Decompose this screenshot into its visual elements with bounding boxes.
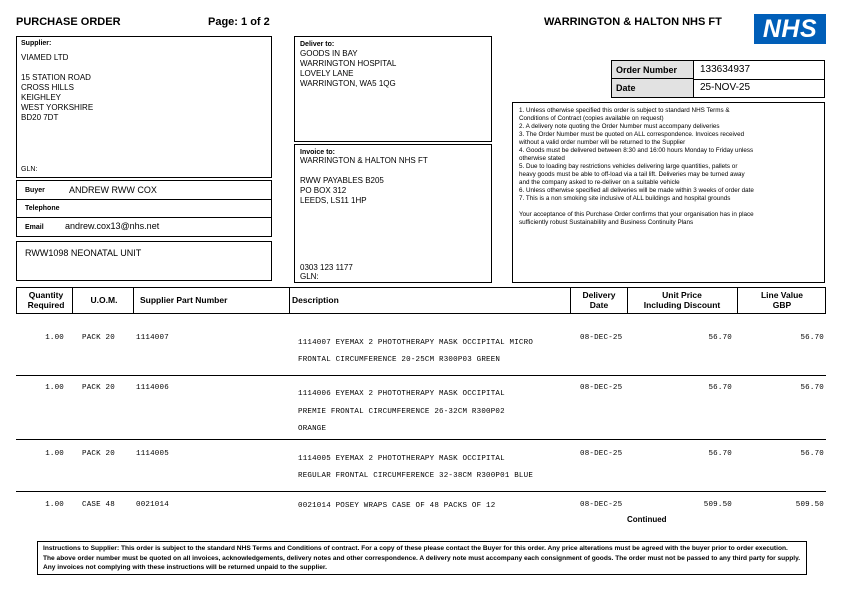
supplier-line: BD20 7DT bbox=[21, 113, 59, 122]
email-label: Email bbox=[25, 224, 44, 231]
terms-line: and the company asked to re-deliver on a suitable vehicle bbox=[519, 179, 680, 186]
line-unit-price: 56.70 bbox=[708, 450, 732, 458]
line-value: 509.50 bbox=[795, 501, 824, 509]
terms-line: Your acceptance of this Purchase Order confirms that your organisation has in place bbox=[519, 211, 754, 218]
supplier-gln-label: GLN: bbox=[21, 166, 38, 173]
line-description-text: 0021014 POSEY WRAPS CASE OF 48 PACKS OF 12 bbox=[298, 502, 496, 510]
row-divider bbox=[16, 439, 826, 440]
line-unit-price: 509.50 bbox=[703, 501, 732, 509]
buyer-divider bbox=[17, 217, 271, 218]
column-header-qty bbox=[18, 290, 74, 310]
page-title: PURCHASE ORDER bbox=[16, 16, 121, 28]
buyer-divider bbox=[17, 199, 271, 200]
row-divider bbox=[16, 491, 826, 492]
terms-line: 2. A delivery note quoting the Order Number must accompany deliveries bbox=[519, 123, 720, 130]
terms-line: 4. Goods must be delivered between 8:30 and 16:00 hours Monday to Friday unless bbox=[519, 147, 754, 154]
deliver-to-address bbox=[300, 49, 396, 89]
invoice-to-gln-label: GLN: bbox=[300, 272, 319, 281]
terms-line: heavy goods must be able to off-load via a tail lift. Deliveries may be turned away bbox=[519, 171, 745, 178]
invoice-to-line: WARRINGTON & HALTON NHS FT bbox=[300, 156, 428, 165]
order-info-box bbox=[611, 60, 825, 98]
column-header-line-value bbox=[738, 290, 826, 310]
column-header-qty-line: Required bbox=[27, 300, 65, 310]
line-value: 56.70 bbox=[800, 334, 824, 342]
invoice-to-line bbox=[300, 166, 428, 176]
invoice-to-label: Invoice to: bbox=[300, 149, 336, 156]
supplier-box bbox=[16, 36, 272, 178]
supplier-line: KEIGHLEY bbox=[21, 93, 62, 102]
supplier-line: CROSS HILLS bbox=[21, 83, 74, 92]
line-description-text: FRONTAL CIRCUMFERENCE 20-25CM R300P03 GREEN bbox=[298, 356, 501, 364]
terms-line: sufficiently robust Sustainability and Business Continuity Plans bbox=[519, 219, 694, 226]
order-number-value: 133634937 bbox=[700, 64, 751, 75]
buyer-label: Buyer bbox=[25, 187, 45, 194]
terms-line: 7. This is a non smoking site inclusive of ALL buildings and hospital grounds bbox=[519, 195, 731, 202]
line-description bbox=[298, 386, 505, 439]
nhs-logo: NHS bbox=[754, 14, 826, 44]
terms-line: without a valid order number will be returned to the Supplier bbox=[519, 139, 686, 146]
deliver-to-line: LOVELY LANE bbox=[300, 69, 354, 78]
supplier-instructions: Instructions to Supplier: This order is subject to the standard NHS Terms and Conditions of contract. For a copy of these please contact the Buyer for this order. Any price alterations must be agreed with the buyer prior to order execution. The above order number must be quoted on all invoices, acknowledgements, delivery notes and other correspondence. A delivery note must accompany each consignment of goods. The order must not be passed to any third party for supply. Any invoices not complying with these instructions will be returned unpaid to the supplier. bbox=[43, 545, 801, 571]
deliver-to-label: Deliver to: bbox=[300, 41, 335, 48]
line-uom: PACK 20 bbox=[82, 334, 115, 342]
invoice-to-address bbox=[300, 156, 428, 206]
line-part-number: 0021014 bbox=[136, 501, 169, 509]
line-description-text: 1114007 EYEMAX 2 PHOTOTHERAPY MASK OCCIPITAL MICRO bbox=[298, 339, 534, 347]
date-label: Date bbox=[616, 83, 636, 93]
line-part-number: 1114006 bbox=[136, 384, 169, 392]
line-qty: 1.00 bbox=[45, 450, 64, 458]
supplier-line bbox=[21, 63, 93, 73]
line-value: 56.70 bbox=[800, 384, 824, 392]
line-description-text: 1114005 EYEMAX 2 PHOTOTHERAPY MASK OCCIPITAL bbox=[298, 455, 505, 463]
line-description-text: REGULAR FRONTAL CIRCUMFERENCE 32-38CM R300P01 BLUE bbox=[298, 472, 534, 480]
supplier-line: 15 STATION ROAD bbox=[21, 73, 91, 82]
column-header-delivery-date bbox=[571, 290, 627, 310]
terms-line: 5. Due to loading bay restrictions vehicles delivering large quantities, pallets or bbox=[519, 163, 738, 170]
invoice-to-line: PO BOX 312 bbox=[300, 186, 347, 195]
buyer-box bbox=[16, 180, 272, 237]
line-description bbox=[298, 502, 495, 510]
column-header-line-value-line: Line Value bbox=[760, 290, 804, 300]
line-qty: 1.00 bbox=[45, 384, 64, 392]
line-value: 56.70 bbox=[800, 450, 824, 458]
row-divider bbox=[16, 375, 826, 376]
line-part-number: 1114005 bbox=[136, 450, 169, 458]
line-description-text: PREMIE FRONTAL CIRCUMFERENCE 26-32CM R300P02 bbox=[298, 407, 505, 416]
deliver-to-line: GOODS IN BAY bbox=[300, 49, 358, 58]
terms-line: otherwise stated bbox=[519, 155, 565, 162]
line-unit-price: 56.70 bbox=[708, 384, 732, 392]
terms-line: 3. The Order Number must be quoted on ALL correspondence. Invoices received bbox=[519, 131, 745, 138]
column-header-description: Description bbox=[292, 295, 339, 305]
page-label-text: Page: bbox=[208, 16, 238, 28]
line-description bbox=[298, 451, 533, 485]
telephone-label: Telephone bbox=[25, 205, 60, 212]
line-qty: 1.00 bbox=[45, 334, 64, 342]
deliver-to-line: WARRINGTON HOSPITAL bbox=[300, 59, 397, 68]
column-header-unit-price bbox=[628, 290, 736, 310]
line-description-text: 1114006 EYEMAX 2 PHOTOTHERAPY MASK OCCIPITAL bbox=[298, 390, 505, 398]
supplier-line: VIAMED LTD bbox=[21, 53, 69, 62]
line-delivery-date: 08-DEC-25 bbox=[580, 334, 623, 342]
column-header-delivery-line: Date bbox=[589, 300, 609, 310]
line-part-number: 1114007 bbox=[136, 334, 169, 342]
buyer-name: ANDREW RWW COX bbox=[69, 185, 157, 195]
supplier-address bbox=[21, 53, 93, 123]
page-label bbox=[208, 16, 270, 28]
deliver-to-box bbox=[294, 36, 492, 142]
invoice-to-box bbox=[294, 144, 492, 283]
unit-box bbox=[16, 241, 272, 281]
line-delivery-date: 08-DEC-25 bbox=[580, 450, 623, 458]
order-number-label: Order Number bbox=[616, 65, 678, 75]
order-divider bbox=[694, 79, 824, 80]
column-header-delivery-line: Delivery bbox=[582, 290, 616, 300]
continued-label: Continued bbox=[627, 515, 667, 524]
terms-list bbox=[519, 107, 754, 227]
instructions-box bbox=[37, 541, 807, 575]
invoice-to-line: LEEDS, LS11 1HP bbox=[300, 196, 367, 205]
line-uom: PACK 20 bbox=[82, 450, 115, 458]
deliver-to-line: WARRINGTON, WA5 1QG bbox=[300, 79, 396, 88]
email-value[interactable]: andrew.cox13@nhs.net bbox=[65, 221, 160, 231]
line-description-text: ORANGE bbox=[298, 425, 327, 433]
terms-box bbox=[512, 102, 825, 283]
supplier-line: WEST YORKSHIRE bbox=[21, 103, 94, 112]
column-header-part: Supplier Part Number bbox=[140, 295, 228, 305]
supplier-label: Supplier: bbox=[21, 40, 52, 47]
column-header-unit-price-line: Including Discount bbox=[643, 300, 721, 310]
invoice-to-phone: 0303 123 1177 bbox=[300, 263, 353, 272]
invoice-to-line: RWW PAYABLES B205 bbox=[300, 176, 384, 185]
terms-line: Conditions of Contract (copies available on request) bbox=[519, 115, 664, 122]
terms-line: 6. Unless otherwise specified all deliveries will be made within 3 weeks of order date bbox=[519, 187, 754, 194]
column-header-qty-line: Quantity bbox=[28, 290, 64, 300]
line-description bbox=[298, 335, 533, 369]
column-header-line-value-line: GBP bbox=[772, 300, 792, 310]
line-delivery-date: 08-DEC-25 bbox=[580, 384, 623, 392]
line-uom: PACK 20 bbox=[82, 384, 115, 392]
column-header-uom: U.O.M. bbox=[90, 295, 118, 305]
unit-name: RWW1098 NEONATAL UNIT bbox=[25, 248, 142, 258]
page-number: 1 of 2 bbox=[241, 16, 270, 28]
column-header-unit-price-line: Unit Price bbox=[662, 290, 702, 300]
line-delivery-date: 08-DEC-25 bbox=[580, 501, 623, 509]
trust-name: WARRINGTON & HALTON NHS FT bbox=[544, 16, 722, 28]
line-qty: 1.00 bbox=[45, 501, 64, 509]
line-uom: CASE 48 bbox=[82, 501, 115, 509]
terms-line: 1. Unless otherwise specified this order is subject to standard NHS Terms & bbox=[519, 107, 730, 114]
line-unit-price: 56.70 bbox=[708, 334, 732, 342]
date-value: 25-NOV-25 bbox=[700, 82, 751, 93]
terms-line bbox=[519, 203, 754, 211]
